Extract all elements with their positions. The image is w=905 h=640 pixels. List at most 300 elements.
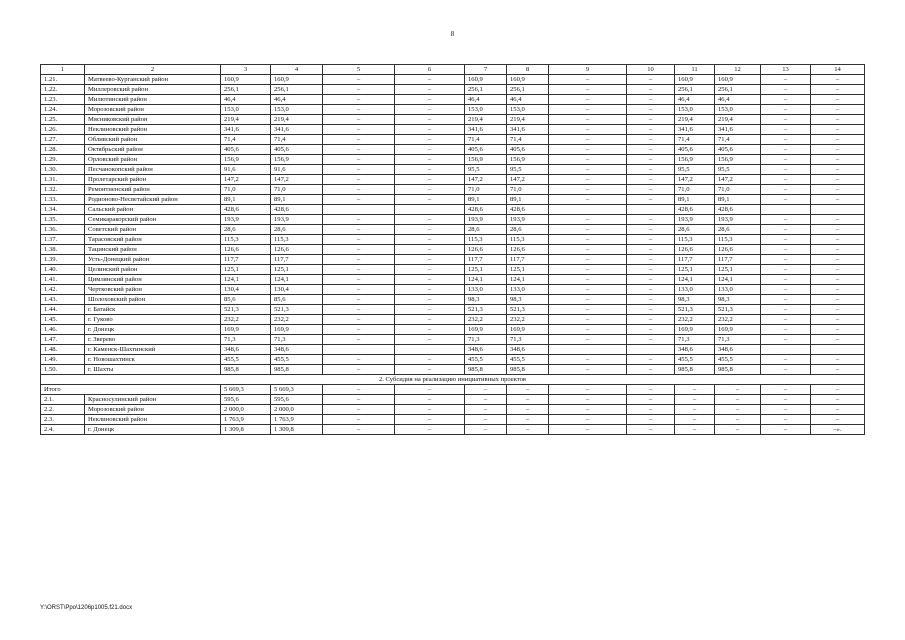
table-cell: г. Новошахтинск (85, 355, 221, 365)
table-cell: 147,2 (465, 175, 507, 185)
table-cell: 153,0 (465, 105, 507, 115)
file-path: Y:\ORST\Ppo\1206p1005.f21.docx (40, 605, 133, 611)
table-cell: Тацинский район (85, 245, 221, 255)
table-cell: 1 309,8 (221, 425, 271, 435)
table-cell: – (395, 235, 465, 245)
table-cell: – (549, 335, 627, 345)
table-cell: 133,0 (675, 285, 715, 295)
table-cell: Красносулинский район (85, 395, 221, 405)
table-cell: – (465, 415, 507, 425)
column-number-row (41, 65, 865, 75)
table-cell: 124,1 (507, 275, 549, 285)
table-cell: 985,8 (507, 365, 549, 375)
table-cell: – (323, 245, 395, 255)
table-cell: – (761, 245, 811, 255)
table-cell: 115,3 (271, 235, 323, 245)
table-cell: – (761, 335, 811, 345)
table-cell: 1.49. (41, 355, 85, 365)
table-cell: – (715, 425, 761, 435)
table-cell: – (395, 165, 465, 175)
column-number: 2 (85, 65, 221, 75)
table-cell: 1.35. (41, 215, 85, 225)
table-cell: 91,6 (271, 165, 323, 175)
table-cell: 1.29. (41, 155, 85, 165)
column-number: 14 (811, 65, 865, 75)
table-cell: – (323, 365, 395, 375)
table-cell: – (627, 315, 675, 325)
table-cell: – (395, 155, 465, 165)
table-cell: – (549, 365, 627, 375)
table-cell: 1.38. (41, 245, 85, 255)
table-cell: 71,4 (271, 135, 323, 145)
table-row (41, 185, 865, 195)
table-cell: – (549, 225, 627, 235)
table-cell: – (395, 75, 465, 85)
table-cell: 256,1 (715, 85, 761, 95)
table-cell: 1.27. (41, 135, 85, 145)
table-cell: 169,9 (715, 325, 761, 335)
table-cell: Целинский район (85, 265, 221, 275)
column-number: 11 (675, 65, 715, 75)
table-cell: – (811, 295, 865, 305)
table-cell: – (811, 385, 865, 395)
table-cell: 1.44. (41, 305, 85, 315)
table-cell: – (549, 275, 627, 285)
table-cell: Песчанокопский район (85, 165, 221, 175)
table-cell: 95,5 (507, 165, 549, 175)
table-cell: – (549, 355, 627, 365)
table-cell: 405,6 (715, 145, 761, 155)
table-cell: – (811, 265, 865, 275)
table-cell: – (761, 165, 811, 175)
table-cell: – (811, 235, 865, 245)
table-cell: 115,3 (675, 235, 715, 245)
table-cell: 71,3 (271, 335, 323, 345)
table-cell: – (627, 185, 675, 195)
table-cell: 160,9 (675, 75, 715, 85)
table-cell: – (811, 285, 865, 295)
column-number: 3 (221, 65, 271, 75)
table-cell: – (675, 425, 715, 435)
table-row (41, 145, 865, 155)
table-cell: – (761, 135, 811, 145)
table-row (41, 105, 865, 115)
table-cell: – (811, 105, 865, 115)
table-cell: 521,3 (507, 305, 549, 315)
table-cell: – (323, 225, 395, 235)
table-cell: 169,9 (271, 325, 323, 335)
table-cell: 126,6 (675, 245, 715, 255)
table-cell: 1.21. (41, 75, 85, 85)
table-cell: Шолоховский район (85, 295, 221, 305)
table-cell: – (627, 195, 675, 205)
table-cell: 71,0 (465, 185, 507, 195)
table-cell: 5 669,3 (221, 385, 271, 395)
table-cell: г. Шахты (85, 365, 221, 375)
table-cell: Морозовский район (85, 105, 221, 115)
table-cell: – (323, 285, 395, 295)
table-cell: 46,4 (271, 95, 323, 105)
table-cell: – (395, 195, 465, 205)
table-cell: – (507, 385, 549, 395)
table-cell: – (627, 275, 675, 285)
table-cell: 595,6 (271, 395, 323, 405)
table-cell: – (395, 215, 465, 225)
table-cell: 153,0 (271, 105, 323, 115)
table-cell: – (761, 355, 811, 365)
table-cell: 133,0 (715, 285, 761, 295)
table-cell: – (395, 135, 465, 145)
table-cell: 1.22. (41, 85, 85, 95)
table-cell: 1.45. (41, 315, 85, 325)
table-cell: – (675, 405, 715, 415)
table-cell: – (395, 245, 465, 255)
table-cell: 95,5 (715, 165, 761, 175)
table-cell: – (395, 175, 465, 185)
table-cell: – (395, 225, 465, 235)
table-row (41, 405, 865, 415)
table-cell: 153,0 (221, 105, 271, 115)
table-cell: 595,6 (221, 395, 271, 405)
table-cell: 1.46. (41, 325, 85, 335)
table-cell: 1.23. (41, 95, 85, 105)
table-cell: Итого (41, 385, 221, 395)
table-cell: – (761, 425, 811, 435)
column-number: 5 (323, 65, 395, 75)
table-cell (761, 345, 811, 355)
table-cell: – (811, 395, 865, 405)
table-cell: 521,3 (675, 305, 715, 315)
table-cell: 153,0 (675, 105, 715, 115)
table-cell: 71,0 (715, 185, 761, 195)
table-cell: 71,0 (271, 185, 323, 195)
table-cell: 1.32. (41, 185, 85, 195)
table-cell: 124,1 (675, 275, 715, 285)
table-cell: – (811, 325, 865, 335)
table-row (41, 225, 865, 235)
table-cell: – (627, 295, 675, 305)
table-cell: – (761, 185, 811, 195)
table-cell: – (323, 75, 395, 85)
table-cell: – (811, 125, 865, 135)
table-cell: 95,5 (675, 165, 715, 175)
table-cell: – (549, 245, 627, 255)
table-cell: Родионово-Несветайский район (85, 195, 221, 205)
table-cell: 1.31. (41, 175, 85, 185)
table-cell: 232,2 (675, 315, 715, 325)
table-cell: 147,2 (715, 175, 761, 185)
table-cell: 98,3 (465, 295, 507, 305)
table-cell: – (627, 415, 675, 425)
table-cell: 256,1 (465, 85, 507, 95)
table-cell: – (549, 265, 627, 275)
table-cell: – (323, 235, 395, 245)
table-cell: – (395, 305, 465, 315)
table-cell: 341,6 (465, 125, 507, 135)
table-row (41, 125, 865, 135)
table-cell: 405,6 (271, 145, 323, 155)
table-cell: – (715, 405, 761, 415)
table-cell: 46,4 (675, 95, 715, 105)
table-cell: – (627, 265, 675, 275)
table-row (41, 325, 865, 335)
table-cell: – (323, 315, 395, 325)
table-cell: 126,6 (221, 245, 271, 255)
section-row (41, 375, 865, 385)
table-cell: 133,0 (465, 285, 507, 295)
table-cell: 2 000,0 (271, 405, 323, 415)
table-cell: – (549, 325, 627, 335)
table-cell: – (549, 395, 627, 405)
table-row (41, 305, 865, 315)
table-cell: – (811, 95, 865, 105)
table-cell: 126,6 (715, 245, 761, 255)
table-cell: 89,1 (675, 195, 715, 205)
table-cell: 1.50. (41, 365, 85, 375)
table-cell: – (395, 85, 465, 95)
table-cell: 219,4 (465, 115, 507, 125)
table-cell: 2.4. (41, 425, 85, 435)
table-cell: – (675, 385, 715, 395)
table-cell: Морозовский район (85, 405, 221, 415)
table-cell: – (323, 155, 395, 165)
table-cell: – (549, 315, 627, 325)
table-cell: – (811, 365, 865, 375)
table-cell: 124,1 (221, 275, 271, 285)
table-cell: 71,4 (465, 135, 507, 145)
table-cell: 341,6 (271, 125, 323, 135)
table-cell: 428,6 (271, 205, 323, 215)
table-cell: 160,9 (221, 75, 271, 85)
table-cell: – (323, 385, 395, 395)
table-cell: – (549, 415, 627, 425)
table-cell: 1.47. (41, 335, 85, 345)
table-cell: – (761, 385, 811, 395)
table-cell: – (761, 405, 811, 415)
table-cell: 71,3 (465, 335, 507, 345)
table-cell: 71,3 (715, 335, 761, 345)
table-row (41, 115, 865, 125)
table-cell: 1.43. (41, 295, 85, 305)
table-cell: 46,4 (465, 95, 507, 105)
table-cell: 1 763,9 (271, 415, 323, 425)
table-cell: 115,3 (715, 235, 761, 245)
table-cell: – (395, 325, 465, 335)
table-cell: 28,6 (271, 225, 323, 235)
table-cell: 169,9 (675, 325, 715, 335)
table-cell: 125,1 (715, 265, 761, 275)
table-cell: – (761, 175, 811, 185)
table-cell: 28,6 (221, 225, 271, 235)
table-cell: 133,0 (507, 285, 549, 295)
table-cell: – (323, 85, 395, 95)
table-cell: 232,2 (271, 315, 323, 325)
table-row (41, 195, 865, 205)
table-cell: – (549, 125, 627, 135)
table-cell: – (761, 215, 811, 225)
table-cell: 115,3 (465, 235, 507, 245)
table-cell: 1.26. (41, 125, 85, 135)
table-row (41, 395, 865, 405)
table-cell: – (675, 415, 715, 425)
table-cell: – (507, 405, 549, 415)
table-cell: – (811, 305, 865, 315)
table-cell: – (323, 165, 395, 175)
table-cell: – (715, 385, 761, 395)
section-title: 2. Субсидия на реализацию инициативных проектов (41, 375, 865, 385)
table-cell: – (323, 125, 395, 135)
table-cell: 124,1 (465, 275, 507, 285)
table-cell: 219,4 (715, 115, 761, 125)
table-cell: – (761, 295, 811, 305)
table-cell: – (323, 415, 395, 425)
table-cell: – (323, 95, 395, 105)
table-cell: – (323, 275, 395, 285)
table-cell: 147,2 (675, 175, 715, 185)
table-cell: – (323, 105, 395, 115)
table-cell: – (811, 315, 865, 325)
total-row (41, 385, 865, 395)
table-cell: – (811, 115, 865, 125)
table-cell: 428,6 (465, 205, 507, 215)
table-cell: 193,9 (465, 215, 507, 225)
table-cell: – (627, 245, 675, 255)
table-cell: 2 000,0 (221, 405, 271, 415)
column-number: 1 (41, 65, 85, 75)
table-cell: 125,1 (675, 265, 715, 275)
table-cell: – (811, 155, 865, 165)
table-cell: 89,1 (507, 195, 549, 205)
table-cell: – (549, 135, 627, 145)
table-cell: 89,1 (221, 195, 271, 205)
data-table (40, 64, 865, 435)
table-cell: – (465, 425, 507, 435)
table-cell: – (811, 405, 865, 415)
table-cell: 95,5 (465, 165, 507, 175)
table-cell: 46,4 (221, 95, 271, 105)
table-cell: – (395, 95, 465, 105)
table-cell: 28,6 (465, 225, 507, 235)
table-cell: 117,7 (465, 255, 507, 265)
table-cell: 28,6 (715, 225, 761, 235)
column-number: 7 (465, 65, 507, 75)
table-cell: Неклиновский район (85, 415, 221, 425)
table-cell: 2.2. (41, 405, 85, 415)
table-cell: – (761, 255, 811, 265)
table-row (41, 365, 865, 375)
table-cell: 98,3 (715, 295, 761, 305)
table-cell: 405,6 (221, 145, 271, 155)
table-cell: – (323, 215, 395, 225)
table-cell (323, 345, 395, 355)
table-cell: – (395, 365, 465, 375)
table-cell: 89,1 (715, 195, 761, 205)
table-cell: Миллеровский район (85, 85, 221, 95)
table-cell: 193,9 (507, 215, 549, 225)
table-cell: 71,4 (675, 135, 715, 145)
table-cell: 341,6 (507, 125, 549, 135)
table-cell: – (395, 185, 465, 195)
table-row (41, 265, 865, 275)
table-cell: – (549, 185, 627, 195)
table-cell: 126,6 (507, 245, 549, 255)
table-cell: – (323, 335, 395, 345)
table-cell: 1.25. (41, 115, 85, 125)
table-cell: 1.48. (41, 345, 85, 355)
table-cell: – (549, 165, 627, 175)
table-cell: – (761, 145, 811, 155)
table-cell: 232,2 (221, 315, 271, 325)
table-cell: 341,6 (715, 125, 761, 135)
table-cell: 405,6 (465, 145, 507, 155)
table-cell: – (715, 395, 761, 405)
table-cell: 125,1 (465, 265, 507, 275)
table-cell: 115,3 (507, 235, 549, 245)
table-cell (761, 205, 811, 215)
table-row (41, 155, 865, 165)
table-cell: – (395, 355, 465, 365)
table-cell: – (627, 105, 675, 115)
table-cell: – (549, 405, 627, 415)
table-cell: 117,7 (221, 255, 271, 265)
table-cell: – (627, 95, 675, 105)
table-cell: 232,2 (465, 315, 507, 325)
table-cell: 147,2 (507, 175, 549, 185)
table-cell: 1.30. (41, 165, 85, 175)
table-cell: 130,4 (221, 285, 271, 295)
table-row (41, 255, 865, 265)
table-cell: 985,8 (465, 365, 507, 375)
table-cell: 428,6 (221, 205, 271, 215)
table-cell: – (323, 195, 395, 205)
table-cell: 153,0 (507, 105, 549, 115)
table-cell: – (811, 135, 865, 145)
table-cell: 455,5 (221, 355, 271, 365)
table-cell: 455,5 (715, 355, 761, 365)
table-cell: – (627, 255, 675, 265)
table-cell: г. Каменск-Шахтинский (85, 345, 221, 355)
table-cell (549, 345, 627, 355)
table-cell: – (507, 425, 549, 435)
table-cell: – (627, 365, 675, 375)
table-cell: – (549, 235, 627, 245)
table-cell: – (323, 305, 395, 315)
table-cell: 169,9 (507, 325, 549, 335)
table-cell: 1.36. (41, 225, 85, 235)
table-cell: 232,2 (715, 315, 761, 325)
table-cell: – (549, 105, 627, 115)
table-cell: – (627, 125, 675, 135)
table-cell: – (811, 165, 865, 175)
table-cell: г. Батайск (85, 305, 221, 315)
table-cell: – (549, 255, 627, 265)
table-cell: Неклиновский район (85, 125, 221, 135)
table-cell: Октябрьский район (85, 145, 221, 155)
table-cell: 85,6 (221, 295, 271, 305)
table-cell: – (761, 75, 811, 85)
table-cell: – (811, 245, 865, 255)
table-cell: 219,4 (271, 115, 323, 125)
table-cell: 985,8 (221, 365, 271, 375)
table-cell: 256,1 (221, 85, 271, 95)
table-cell: – (761, 305, 811, 315)
table-cell: 117,7 (675, 255, 715, 265)
table-cell: – (627, 385, 675, 395)
table-cell: Семикаракорский район (85, 215, 221, 225)
table-cell: – (549, 115, 627, 125)
table-row (41, 75, 865, 85)
table-cell: 985,8 (715, 365, 761, 375)
